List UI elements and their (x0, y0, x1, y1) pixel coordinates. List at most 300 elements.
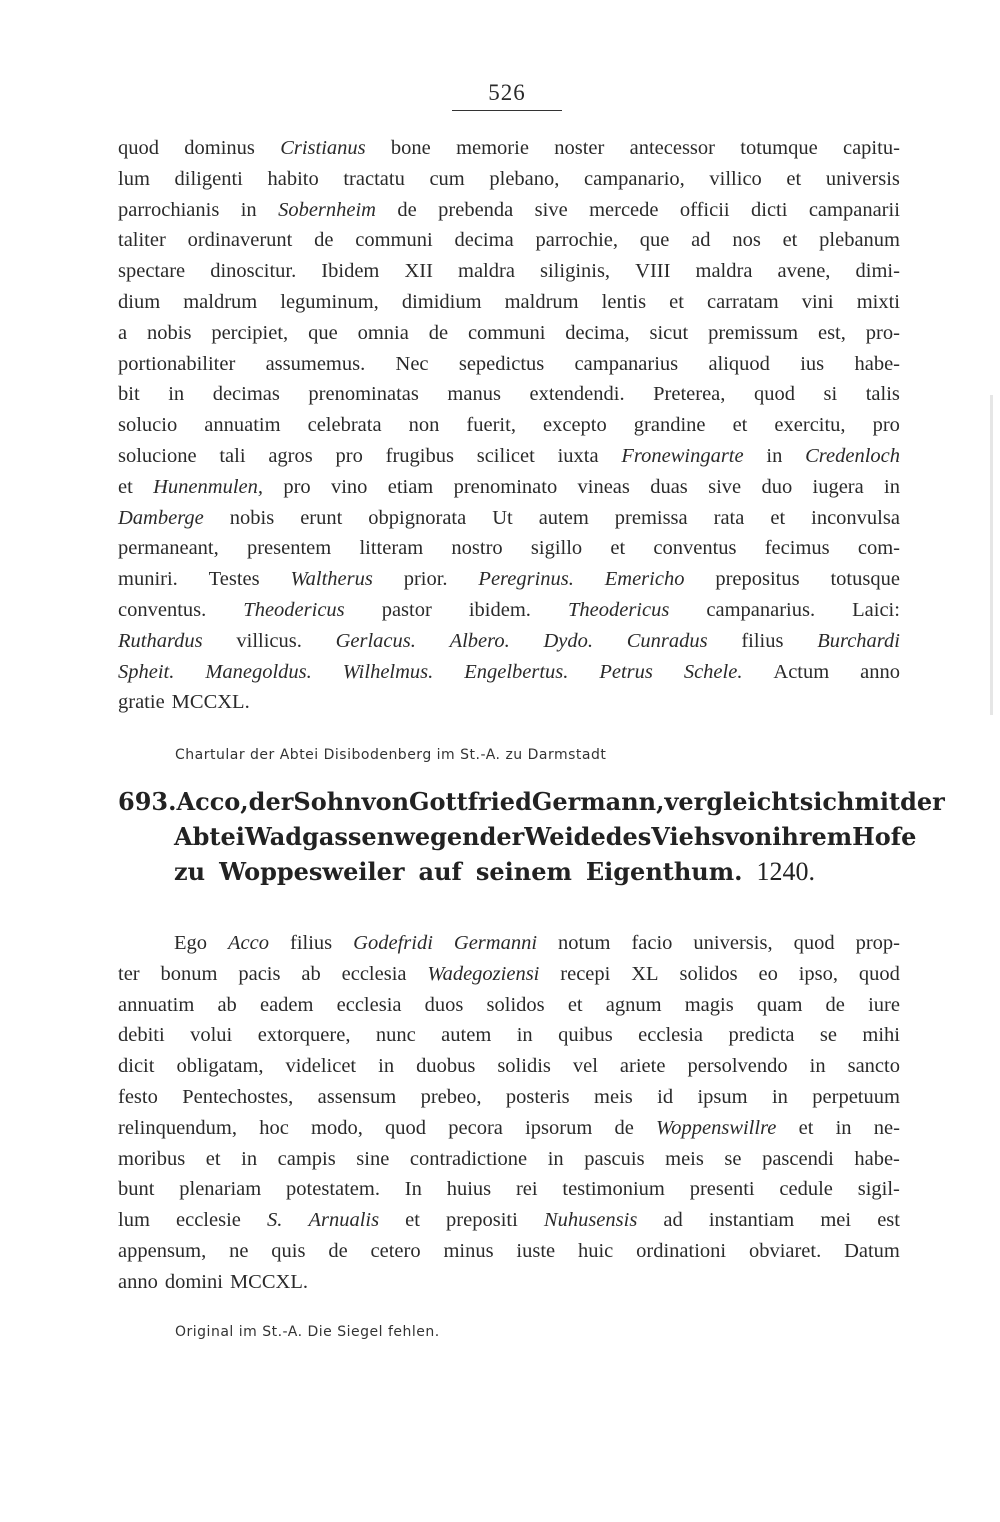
word: fecimus (764, 537, 830, 560)
word: omnia (357, 321, 409, 344)
word: conventus. (118, 598, 207, 621)
word: inconvulsa (811, 506, 900, 529)
word: autem (441, 1024, 492, 1047)
word: magis (684, 993, 734, 1016)
word: et (205, 1147, 221, 1170)
word: sepedictus (458, 352, 545, 375)
word: totumque (740, 137, 818, 159)
word: campanario, (584, 167, 685, 190)
word: scilicet (476, 444, 535, 467)
word: in (516, 1024, 533, 1047)
word: et (732, 414, 748, 437)
word: ordinaverunt (187, 229, 293, 252)
word: Cristianus (280, 137, 366, 159)
text-line (118, 564, 900, 595)
word: potestatem. (286, 1178, 380, 1201)
word: Arnualis (308, 1209, 380, 1232)
word: volui (190, 1024, 233, 1047)
word: rei (515, 1178, 538, 1201)
word: pro (872, 414, 900, 437)
word: Testes (208, 568, 260, 591)
word: ad (691, 229, 711, 252)
word: grandine (633, 414, 706, 437)
word: quod (385, 1116, 427, 1139)
word: iuste (516, 1239, 556, 1262)
word: parrochie, (535, 229, 618, 252)
word: moribus (118, 1147, 186, 1170)
word: prebeo, (420, 1085, 482, 1108)
heading-word: der (479, 822, 525, 851)
heading-line (118, 784, 945, 819)
word: dimidium (401, 290, 482, 313)
word: autem (538, 506, 589, 529)
word: bunt (118, 1178, 155, 1201)
word: prenominato (453, 475, 558, 498)
word: in (766, 444, 783, 467)
word: Cunradus (626, 629, 708, 652)
word: de (428, 321, 449, 344)
word: solucio (118, 414, 178, 437)
heading-word: Sohn (293, 787, 362, 816)
word: Dydo. (543, 629, 594, 652)
heading-word: Germann, (531, 787, 665, 816)
word: dimi- (855, 260, 900, 283)
word: quod (793, 932, 835, 954)
word: portionabiliter (118, 352, 236, 375)
word: bone (390, 137, 431, 159)
word: contradictione (409, 1147, 528, 1170)
word: rata (713, 506, 745, 529)
word: relinquendum, (118, 1116, 237, 1139)
word: presenti (689, 1178, 755, 1201)
word: In (404, 1178, 422, 1201)
word: spectare (118, 260, 186, 283)
word: totusque (830, 568, 900, 591)
word: villico (709, 167, 762, 190)
word: iuxta (557, 444, 599, 467)
heading-word: sich (799, 787, 855, 816)
word: bonum (160, 962, 218, 985)
word: et (798, 1116, 814, 1139)
doc-693-source-note: Original im St.-A. Die Siegel fehlen. (175, 1324, 440, 1340)
word: ius (800, 352, 825, 375)
word: de (397, 198, 417, 221)
word: habe- (854, 352, 900, 375)
word: dominus (184, 137, 255, 159)
heading-word: Hofe (852, 822, 917, 851)
word: ibidem. (468, 598, 531, 621)
word: obpignorata (368, 506, 467, 529)
heading-word: Wadgassen (244, 822, 395, 851)
heading-word: Abtei (174, 822, 245, 851)
word: Preterea, (653, 383, 726, 406)
text-line (118, 256, 900, 287)
doc-692-source-note: Chartular der Abtei Disibodenberg im St.-A. zu Darmstadt (175, 747, 607, 763)
word: ad (663, 1209, 683, 1232)
word: erunt (300, 506, 343, 529)
word: lum (118, 167, 150, 190)
word: prior. (403, 568, 448, 591)
word: quam (756, 993, 803, 1016)
word: iugera (812, 475, 864, 498)
word: meis (665, 1147, 704, 1170)
word: Damberge (118, 506, 204, 529)
word: siliginis, (540, 260, 611, 283)
word: cetero (370, 1239, 421, 1262)
word: et (567, 993, 583, 1016)
word: perpetuum (812, 1085, 900, 1108)
word: Actum (773, 660, 830, 683)
word: testimonium (562, 1178, 665, 1201)
word: extendendi. (529, 383, 625, 406)
word: agnum (605, 993, 662, 1016)
word: ab (217, 993, 237, 1016)
word: maldrum (183, 290, 258, 313)
word: Albero. (449, 629, 510, 652)
word: Ruthardus (118, 629, 203, 652)
word: assumemus. (265, 352, 366, 375)
heading-word: Eigenthum. (585, 857, 743, 886)
word: que (308, 321, 338, 344)
word: litteram (359, 537, 424, 560)
word: lum (118, 1209, 150, 1232)
word: dium (118, 290, 161, 313)
word: vini (801, 290, 834, 313)
word: cum (429, 167, 465, 190)
word: obviaret. (748, 1239, 822, 1262)
word: prop- (855, 932, 900, 954)
word: VIII (635, 260, 671, 283)
word: bit (118, 383, 140, 406)
word: decima, (565, 321, 630, 344)
word: prebenda (438, 198, 514, 221)
word: muniri. (118, 568, 178, 591)
word: memorie (456, 137, 529, 159)
word: festo (118, 1085, 158, 1108)
word: premissum (708, 321, 799, 344)
text-line (118, 133, 900, 164)
word: in (241, 1147, 258, 1170)
word: eo (758, 962, 778, 985)
word: Nuhusensis (543, 1209, 638, 1232)
word: et (610, 537, 626, 560)
word: et (786, 167, 802, 190)
word: in (378, 1055, 395, 1078)
word: Credenloch (805, 444, 900, 467)
word: ecclesia (638, 1024, 704, 1047)
word: presentem (246, 537, 332, 560)
word: mei (820, 1209, 852, 1232)
word: Sobernheim (278, 198, 376, 221)
word: sicut (649, 321, 689, 344)
text-line (118, 349, 900, 380)
text-line (118, 195, 900, 226)
text-line (118, 1113, 900, 1144)
word: noster (554, 137, 605, 159)
heading-word: auf (418, 857, 462, 886)
heading-word: Acco, (176, 787, 249, 816)
text-line (118, 441, 900, 472)
word: annuatim (118, 993, 195, 1016)
doc-693-heading (118, 784, 945, 889)
word: communi (355, 229, 433, 252)
word: nobis (147, 321, 192, 344)
word: sive (708, 475, 742, 498)
word: vel (572, 1055, 598, 1078)
word: solidos (486, 993, 545, 1016)
word: predicta (728, 1024, 795, 1047)
word: huic (577, 1239, 614, 1262)
heading-word: seinem (475, 857, 572, 886)
word: talis (865, 383, 900, 406)
word: Waltherus (290, 568, 373, 591)
word: avene, (777, 260, 831, 283)
word: de (328, 1239, 348, 1262)
word: Germanni (453, 932, 538, 954)
word: Ego (174, 932, 208, 954)
text-line (118, 626, 900, 657)
text-line (118, 318, 900, 349)
word: conventus (653, 537, 737, 560)
text-line (118, 1082, 900, 1113)
word: campanarii (808, 198, 900, 221)
word: id (657, 1085, 674, 1108)
word: Wilhelmus. (342, 660, 434, 683)
word: assensum (317, 1085, 397, 1108)
word: plebano, (489, 167, 560, 190)
word: minus (443, 1239, 494, 1262)
word: campanarius. (706, 598, 816, 621)
word: nos (732, 229, 761, 252)
word: parrochianis (118, 198, 220, 221)
word: Ibidem (321, 260, 380, 283)
word: pro (283, 475, 311, 498)
word: duos (424, 993, 464, 1016)
word: cedule (779, 1178, 833, 1201)
word: prepositi (446, 1209, 518, 1232)
word: maldra (458, 260, 515, 283)
word: plenariam (179, 1178, 262, 1201)
word: ter (118, 962, 140, 985)
doc-693-body (118, 928, 900, 1298)
word: modo, (311, 1116, 363, 1139)
word: mercede (589, 198, 659, 221)
word: et (782, 229, 798, 252)
word: percipiet, (211, 321, 289, 344)
word: villicus. (236, 629, 302, 652)
word: prepositus (715, 568, 800, 591)
word: Theodericus (567, 598, 670, 621)
word: Gerlacus. (335, 629, 416, 652)
word: quod (858, 962, 900, 985)
word: campanarius (574, 352, 679, 375)
word: tali (219, 444, 246, 467)
word: ne- (873, 1116, 900, 1139)
word: si (823, 383, 838, 406)
word: facio (631, 932, 673, 954)
word: et (118, 475, 133, 498)
word: maldrum (504, 290, 579, 313)
text-line (118, 1144, 900, 1175)
word: exercitu, (774, 414, 846, 437)
word: universis, (693, 932, 773, 954)
word: campis (277, 1147, 336, 1170)
word: Engelbertus. (464, 660, 569, 683)
heading-word: Weide (524, 822, 606, 851)
word: pecora (448, 1116, 503, 1139)
word: in (240, 198, 257, 221)
word: officii (679, 198, 730, 221)
word: pascendi (762, 1147, 834, 1170)
word: quis (271, 1239, 306, 1262)
word: solidos (679, 962, 738, 985)
page-edge-shadow (990, 395, 993, 715)
word: et (405, 1209, 420, 1232)
text-line (118, 687, 900, 718)
heading-word: der (248, 787, 294, 816)
word: MCCXL. (229, 1270, 308, 1293)
word: se (819, 1024, 837, 1047)
word: iure (868, 993, 900, 1016)
word: dinoscitur. (210, 260, 297, 283)
word: et (669, 290, 684, 313)
text-line (118, 1020, 900, 1051)
text-line (118, 503, 900, 534)
heading-word: der (900, 787, 945, 816)
word: manus (447, 383, 501, 406)
heading-word: vergleicht (664, 787, 800, 816)
word: extorquere, (257, 1024, 351, 1047)
heading-line (118, 854, 906, 889)
word: de (314, 229, 334, 252)
word: in (835, 1116, 852, 1139)
text-line (118, 533, 900, 564)
word: Laici: (852, 598, 900, 621)
text-line (118, 1236, 900, 1267)
word: solidis (497, 1055, 551, 1078)
word: plebanum (819, 229, 900, 252)
word: Petrus (599, 660, 653, 683)
word: vineas (577, 475, 630, 498)
word: dicit (118, 1055, 155, 1078)
word: recepi (560, 962, 611, 985)
word: etiam (387, 475, 434, 498)
heading-word: ihrem (772, 822, 853, 851)
word: frugibus (385, 444, 454, 467)
doc-692-body (118, 133, 900, 718)
word: Theodericus (243, 598, 345, 621)
word: carratam (706, 290, 779, 313)
text-line (118, 928, 900, 959)
word: notum (558, 932, 611, 954)
text-line (118, 287, 900, 318)
word: annuatim (204, 414, 281, 437)
heading-line (118, 819, 917, 854)
word: et (770, 506, 786, 529)
word: de (825, 993, 845, 1016)
word: videlicet (285, 1055, 357, 1078)
word: meis (594, 1085, 633, 1108)
word: decimas (212, 383, 280, 406)
word: Godefridi (353, 932, 433, 954)
word: duas (650, 475, 688, 498)
word: maldra (695, 260, 753, 283)
document-number: 693. (118, 787, 177, 816)
word: ecclesia (341, 962, 407, 985)
word: lentis (601, 290, 647, 313)
word: non (408, 414, 440, 437)
word: vino (330, 475, 368, 498)
heading-word: von (724, 822, 773, 851)
word: com- (857, 537, 900, 560)
text-line (118, 959, 900, 990)
heading-word: mit (854, 787, 901, 816)
word: anno (860, 660, 900, 683)
word: Burchardi (817, 629, 900, 652)
word: debiti (118, 1024, 165, 1047)
word: permaneant, (118, 537, 219, 560)
text-line (118, 1051, 900, 1082)
word: fuerit, (466, 414, 516, 437)
word: filius (741, 629, 784, 652)
word: ipso, (798, 962, 839, 985)
heading-word: Gottfried (409, 787, 532, 816)
word: ariete (619, 1055, 666, 1078)
word: gratie (118, 691, 165, 714)
word: diligenti (174, 167, 243, 190)
word: domini (164, 1270, 223, 1293)
word: ecclesia (336, 993, 402, 1016)
word: XII (404, 260, 433, 283)
word: Spheit. (118, 660, 175, 683)
heading-word: von (361, 787, 410, 816)
heading-word: Viehs (651, 822, 725, 851)
word: obligatam, (176, 1055, 264, 1078)
word: anno (118, 1270, 158, 1293)
word: agros (268, 444, 313, 467)
word: ipsum (697, 1085, 748, 1108)
text-line (118, 225, 900, 256)
word: est, (817, 321, 846, 344)
word: duo (761, 475, 793, 498)
text-line (118, 1267, 900, 1298)
heading-word: Woppesweiler (219, 857, 405, 886)
word: Ut (492, 506, 513, 529)
word: in (771, 1085, 788, 1108)
word: in (809, 1055, 826, 1078)
word: excepto (543, 414, 607, 437)
word: premissa (614, 506, 688, 529)
word: ordinationi (636, 1239, 727, 1262)
word: communi (467, 321, 546, 344)
text-line (118, 410, 900, 441)
word: pro- (865, 321, 900, 344)
text-line (118, 164, 900, 195)
word: habito (267, 167, 319, 190)
word: ab (301, 962, 321, 985)
word: pascuis (584, 1147, 645, 1170)
word: Peregrinus. (478, 568, 574, 591)
word: quod (753, 383, 795, 406)
word: sigil- (857, 1178, 900, 1201)
word: Acco (228, 932, 270, 954)
word: ecclesie (176, 1209, 241, 1232)
word: est (877, 1209, 900, 1232)
word: Wadegoziensi (427, 962, 540, 985)
word: sancto (847, 1055, 900, 1078)
word: pro (335, 444, 363, 467)
word: hoc (259, 1116, 289, 1139)
